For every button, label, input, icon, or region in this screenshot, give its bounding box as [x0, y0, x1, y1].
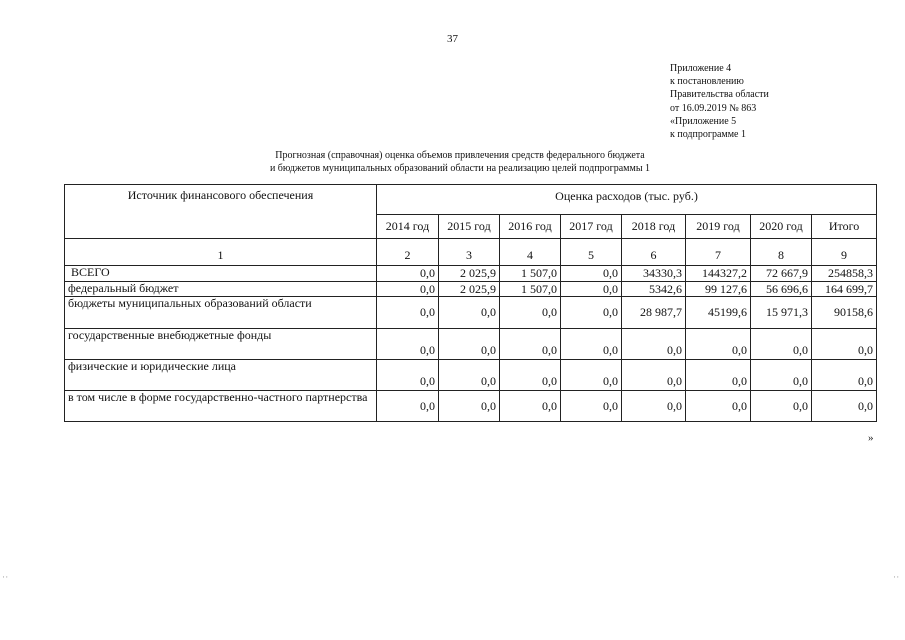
year-header: 2017 год	[561, 215, 622, 239]
value-cell: 56 696,6	[751, 282, 812, 297]
year-header: 2015 год	[439, 215, 500, 239]
appendix-line: к постановлению	[670, 76, 744, 88]
total-cell: 0,0	[812, 360, 877, 391]
column-index: 9	[812, 239, 877, 266]
source-label: федеральный бюджет	[65, 282, 377, 297]
source-label: бюджеты муниципальных образований области	[65, 297, 377, 329]
table-row	[65, 266, 877, 282]
value-cell: 0,0	[561, 360, 622, 391]
header-row	[65, 185, 877, 215]
value-cell: 0,0	[439, 297, 500, 329]
value-cell: 0,0	[686, 391, 751, 422]
appendix-line: от 16.09.2019 № 863	[670, 102, 757, 114]
value-cell: 0,0	[751, 329, 812, 360]
total-cell: 254858,3	[812, 266, 877, 282]
value-cell: 2 025,9	[439, 282, 500, 297]
total-cell: 164 699,7	[812, 282, 877, 297]
appendix-line: «Приложение 5	[670, 115, 737, 127]
total-cell: 90158,6	[812, 297, 877, 329]
year-header: 2018 год	[622, 215, 686, 239]
value-cell: 0,0	[622, 329, 686, 360]
funding-table	[64, 184, 877, 422]
value-cell: 0,0	[686, 360, 751, 391]
estimate-header: Оценка расходов (тыс. руб.)	[377, 185, 877, 215]
total-cell: 0,0	[812, 329, 877, 360]
value-cell: 0,0	[377, 329, 439, 360]
value-cell: 0,0	[500, 360, 561, 391]
value-cell: 1 507,0	[500, 282, 561, 297]
table-row	[65, 282, 877, 297]
value-cell: 0,0	[561, 297, 622, 329]
value-cell: 0,0	[377, 391, 439, 422]
table-row	[65, 360, 877, 391]
source-column-header: Источник финансового обеспечения	[65, 185, 377, 239]
value-cell: 0,0	[500, 391, 561, 422]
source-label: физические и юридические лица	[65, 360, 377, 391]
appendix-line: к подпрограмме 1	[670, 129, 746, 141]
title-line: Прогнозная (справочная) оценка объемов привлечения средств федерального бюджета	[275, 150, 645, 161]
column-index: 1	[65, 239, 377, 266]
year-header: 2016 год	[500, 215, 561, 239]
value-cell: 0,0	[561, 391, 622, 422]
value-cell: 0,0	[439, 329, 500, 360]
page-number: 37	[447, 33, 458, 45]
table-row	[65, 391, 877, 422]
value-cell: 0,0	[377, 360, 439, 391]
value-cell: 0,0	[751, 391, 812, 422]
column-index: 4	[500, 239, 561, 266]
value-cell: 0,0	[751, 360, 812, 391]
value-cell: 72 667,9	[751, 266, 812, 282]
value-cell: 5342,6	[622, 282, 686, 297]
value-cell: 0,0	[622, 391, 686, 422]
column-index: 6	[622, 239, 686, 266]
value-cell: 0,0	[500, 297, 561, 329]
year-header: 2014 год	[377, 215, 439, 239]
document-title	[200, 149, 720, 175]
table-row	[65, 329, 877, 360]
source-label: в том числе в форме государственно-частного партнерства	[65, 391, 377, 422]
total-header: Итого	[812, 215, 877, 239]
source-label: государственные внебюджетные фонды	[65, 329, 377, 360]
value-cell: 0,0	[377, 282, 439, 297]
value-cell: 99 127,6	[686, 282, 751, 297]
column-index: 8	[751, 239, 812, 266]
value-cell: 0,0	[439, 391, 500, 422]
value-cell: 0,0	[439, 360, 500, 391]
value-cell: 144327,2	[686, 266, 751, 282]
value-cell: 1 507,0	[500, 266, 561, 282]
value-cell: 0,0	[561, 282, 622, 297]
closing-quote: »	[868, 432, 874, 444]
scan-edge-mark: · ·	[893, 572, 899, 582]
total-cell: 0,0	[812, 391, 877, 422]
scan-edge-mark: · ·	[2, 572, 8, 582]
value-cell: 0,0	[561, 329, 622, 360]
year-header: 2020 год	[751, 215, 812, 239]
table-row	[65, 297, 877, 329]
value-cell: 0,0	[622, 360, 686, 391]
value-cell: 0,0	[500, 329, 561, 360]
value-cell: 15 971,3	[751, 297, 812, 329]
appendix-reference	[670, 62, 769, 141]
value-cell: 0,0	[377, 266, 439, 282]
year-header: 2019 год	[686, 215, 751, 239]
value-cell: 0,0	[377, 297, 439, 329]
index-row	[65, 239, 877, 266]
appendix-line: Приложение 4	[670, 63, 732, 74]
value-cell: 45199,6	[686, 297, 751, 329]
column-index: 2	[377, 239, 439, 266]
value-cell: 2 025,9	[439, 266, 500, 282]
value-cell: 28 987,7	[622, 297, 686, 329]
column-index: 5	[561, 239, 622, 266]
value-cell: 34330,3	[622, 266, 686, 282]
value-cell: 0,0	[686, 329, 751, 360]
column-index: 7	[686, 239, 751, 266]
column-index: 3	[439, 239, 500, 266]
value-cell: 0,0	[561, 266, 622, 282]
appendix-line: Правительства области	[670, 89, 769, 101]
title-line: и бюджетов муниципальных образований области на реализацию целей подпрограммы 1	[269, 163, 651, 174]
source-label: ВСЕГО	[65, 266, 377, 282]
